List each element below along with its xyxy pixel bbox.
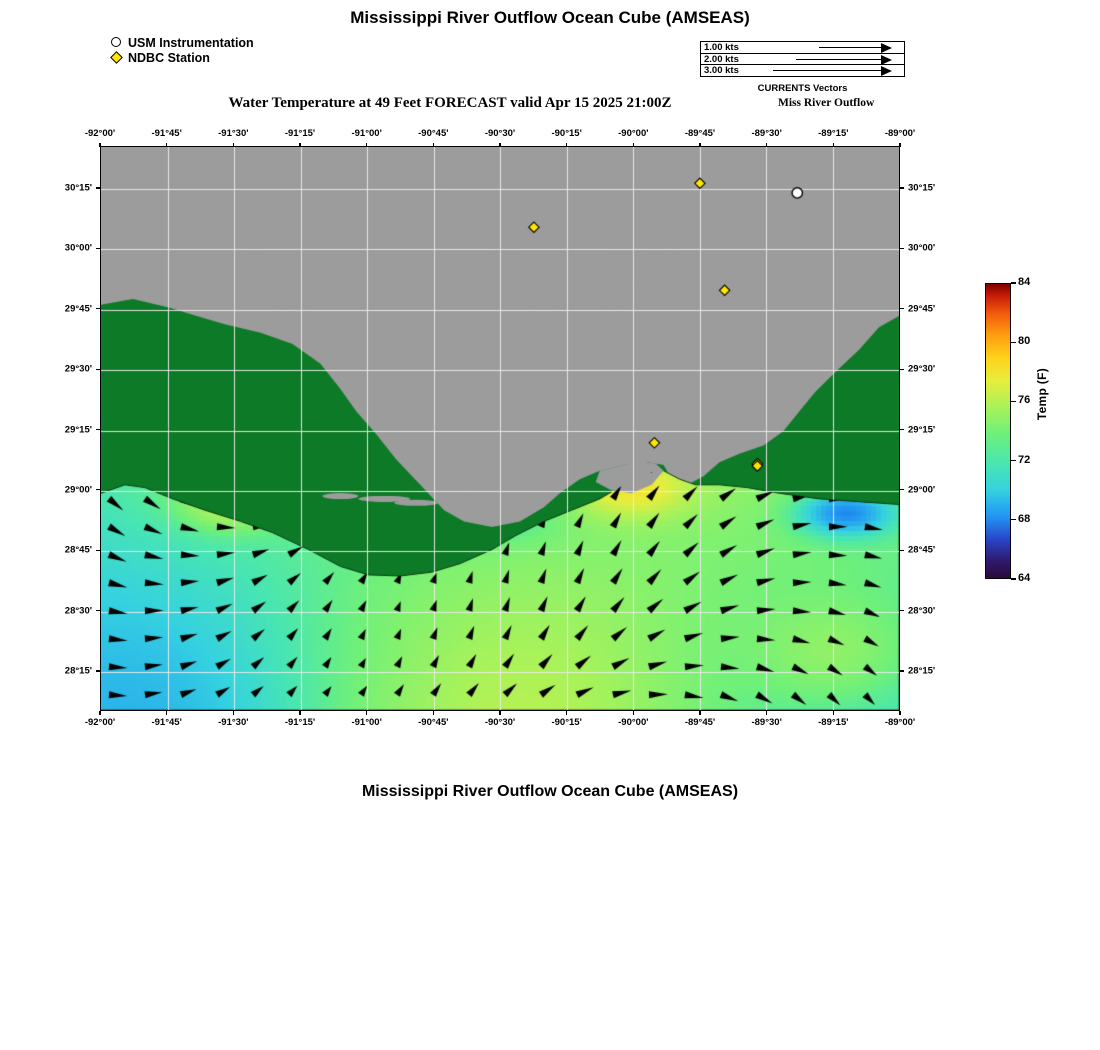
yellow-diamond-marker-icon <box>110 51 126 65</box>
x-axis-label: -91°15' <box>284 128 316 139</box>
outflow-annotation: Miss River Outflow <box>778 97 875 109</box>
y-tick <box>900 610 904 611</box>
y-tick <box>900 550 904 551</box>
vector-arrow-shaft <box>796 59 881 60</box>
vector-arrow-head <box>881 66 892 76</box>
vector-key-label: 2.00 kts <box>704 54 739 65</box>
x-axis-label: -89°45' <box>684 717 716 728</box>
open-circle-marker-icon <box>110 36 126 50</box>
y-axis-label: 29°00' <box>908 484 936 496</box>
legend-item-usm <box>110 36 254 50</box>
x-tick <box>366 711 367 715</box>
y-tick <box>900 369 904 370</box>
colorbar-title: Temp (F) <box>1035 368 1049 421</box>
x-axis-label: -90°15' <box>551 128 582 139</box>
x-axis-label: -90°15' <box>551 717 582 728</box>
y-axis-label: 29°30' <box>64 363 92 375</box>
x-tick <box>433 711 434 715</box>
y-axis-label: 29°15' <box>64 424 92 435</box>
y-tick <box>900 248 904 249</box>
vector-key-row <box>701 64 904 75</box>
y-axis-label: 29°00' <box>64 484 92 496</box>
vector-key-row <box>701 42 904 53</box>
x-tick <box>99 711 100 715</box>
x-axis-label: -91°00' <box>351 128 382 139</box>
footer-title: Mississippi River Outflow Ocean Cube (AMSEAS) <box>361 783 739 800</box>
x-axis-label: -89°00' <box>884 717 916 728</box>
x-axis-label: -90°45' <box>418 128 449 139</box>
colorbar-tick-label: 84 <box>1018 276 1031 288</box>
x-tick <box>833 711 834 715</box>
legend-item-ndbc <box>110 51 254 65</box>
y-axis-label: 29°30' <box>908 363 936 375</box>
temperature-colorbar <box>985 283 1011 579</box>
y-axis-label: 29°15' <box>908 424 936 435</box>
x-tick <box>566 711 567 715</box>
y-tick <box>900 429 904 430</box>
colorbar-tick-label: 76 <box>1018 394 1031 407</box>
x-axis-label: -89°15' <box>818 717 849 728</box>
x-axis-label: -92°00' <box>84 717 116 728</box>
x-axis-label: -90°30' <box>484 717 516 728</box>
x-tick <box>233 711 234 715</box>
x-axis-label: -90°00' <box>618 717 649 728</box>
map-plot-area[interactable] <box>100 146 900 711</box>
y-axis-label: 30°00' <box>64 242 92 254</box>
x-tick <box>899 711 900 715</box>
x-tick <box>166 711 167 715</box>
legend-item-label: NDBC Station <box>128 51 210 65</box>
x-axis-label: -89°15' <box>818 128 849 139</box>
y-axis-label: 30°00' <box>908 242 936 254</box>
marker-legend <box>110 36 254 66</box>
x-axis-label: -91°30' <box>218 717 249 728</box>
x-axis-label: -91°45' <box>151 128 182 139</box>
x-axis-label: -89°30' <box>751 128 782 139</box>
colorbar-tick <box>1011 578 1016 579</box>
page-title: Mississippi River Outflow Ocean Cube (AMSEAS) <box>350 8 750 27</box>
y-axis-label: 28°45' <box>64 544 92 556</box>
currents-vector-key <box>700 41 905 77</box>
colorbar-tick-label: 72 <box>1018 453 1031 466</box>
colorbar-tick-label: 64 <box>1018 572 1031 584</box>
colorbar-tick <box>1011 460 1016 461</box>
map-subtitle: Water Temperature at 49 Feet FORECAST valid Apr 15 2025 21:00Z <box>228 95 672 111</box>
vector-arrow-shaft <box>773 70 881 71</box>
x-axis-label: -91°00' <box>351 717 382 728</box>
x-axis-label: -91°30' <box>218 128 249 139</box>
y-axis-label: 28°15' <box>908 665 936 677</box>
legend-item-label: USM Instrumentation <box>128 36 254 50</box>
x-axis-label: -91°45' <box>151 717 182 728</box>
y-axis-label: 28°15' <box>64 665 92 677</box>
y-tick <box>900 670 904 671</box>
x-tick <box>633 711 634 715</box>
y-tick <box>900 187 904 188</box>
y-axis-label: 30°15' <box>908 182 936 194</box>
y-axis-label: 30°15' <box>64 182 92 194</box>
y-axis-label: 29°45' <box>908 303 936 315</box>
y-axis-label: 28°45' <box>908 544 936 556</box>
vector-arrow-shaft <box>819 47 881 48</box>
x-tick <box>299 711 300 715</box>
colorbar-tick <box>1011 401 1016 402</box>
x-axis-label: -89°45' <box>684 128 716 139</box>
y-tick <box>900 489 904 490</box>
vector-key-caption: CURRENTS Vectors <box>757 83 848 94</box>
map-raster <box>101 147 899 710</box>
x-axis-label: -90°45' <box>418 717 449 728</box>
colorbar-tick <box>1011 282 1016 283</box>
colorbar-tick <box>1011 342 1016 343</box>
x-axis-label: -89°00' <box>884 128 916 139</box>
x-tick <box>766 711 767 715</box>
x-axis-label: -90°00' <box>618 128 649 139</box>
y-axis-label: 29°45' <box>64 303 92 315</box>
y-axis-label: 28°30' <box>908 605 936 617</box>
vector-key-label: 1.00 kts <box>704 42 739 53</box>
y-tick <box>900 308 904 309</box>
x-tick <box>699 711 700 715</box>
colorbar-tick-label: 80 <box>1018 335 1031 348</box>
colorbar-tick <box>1011 519 1016 520</box>
x-tick <box>499 711 500 715</box>
x-axis-label: -89°30' <box>751 717 782 728</box>
vector-key-label: 3.00 kts <box>704 65 739 76</box>
x-axis-label: -90°30' <box>484 128 516 139</box>
colorbar-tick-label: 68 <box>1018 512 1031 525</box>
vector-key-row <box>701 53 904 64</box>
x-axis-label: -91°15' <box>284 717 316 728</box>
y-axis-label: 28°30' <box>64 605 92 617</box>
vector-arrow-head <box>881 43 892 53</box>
x-axis-label: -92°00' <box>84 128 116 139</box>
